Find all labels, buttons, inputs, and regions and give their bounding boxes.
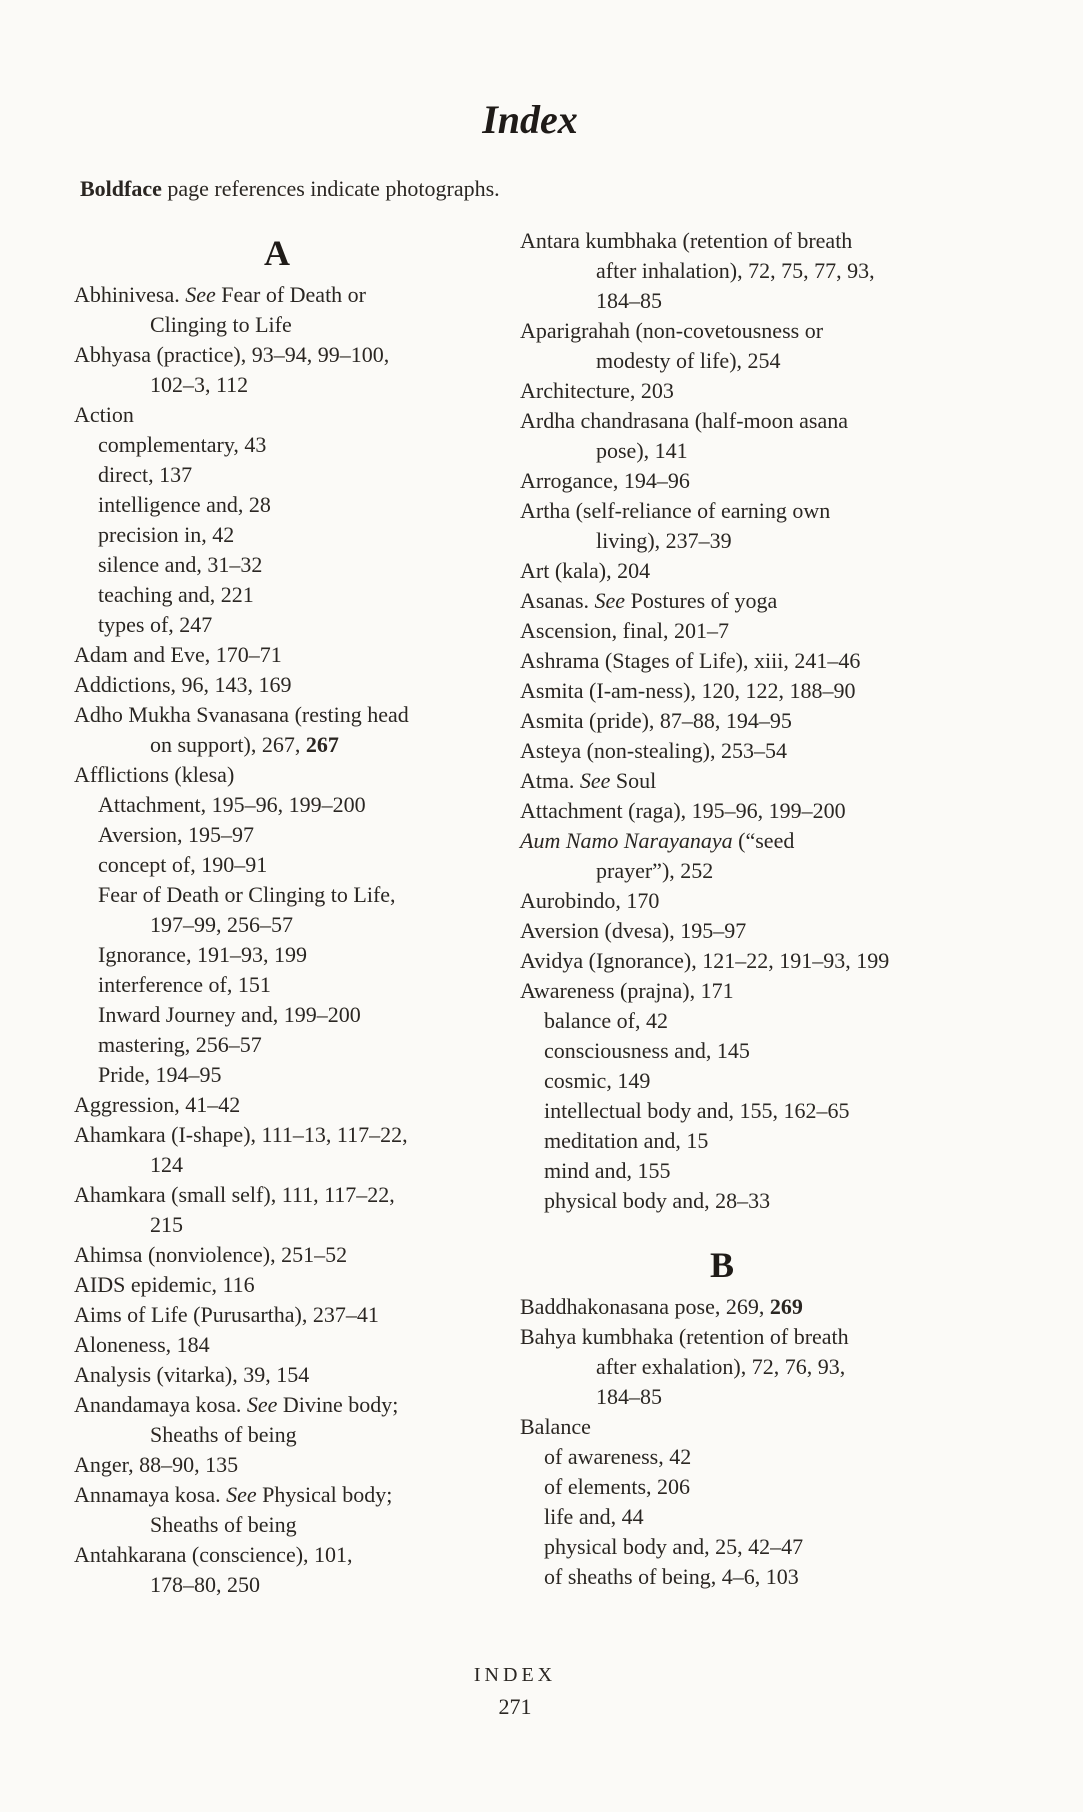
entry-text-a: Abhinivesa.	[74, 282, 186, 307]
entry-text-a: of elements, 206	[544, 1474, 691, 1499]
continuation-text: modesty of life), 254	[596, 348, 781, 373]
entry-text	[520, 978, 734, 1003]
index-entry	[74, 1270, 504, 1300]
index-subentry	[520, 1006, 990, 1036]
entry-continuation	[74, 1210, 504, 1240]
index-entry	[520, 796, 990, 826]
entry-text	[98, 1002, 361, 1027]
index-entry	[520, 706, 990, 736]
entry-text	[74, 1122, 408, 1147]
see-reference: See	[594, 588, 626, 613]
entry-text	[74, 672, 292, 697]
entry-text	[74, 1332, 210, 1357]
entry-continuation	[520, 526, 990, 556]
entry-text-a: Adho Mukha Svanasana (resting head	[74, 702, 409, 727]
index-entry	[520, 826, 990, 886]
see-reference: See	[226, 1482, 257, 1507]
index-subentry	[520, 1096, 990, 1126]
entry-text	[98, 822, 254, 847]
entry-text-a: balance of, 42	[544, 1008, 668, 1033]
entry-text	[520, 678, 855, 703]
index-subentry	[74, 880, 504, 940]
entry-text-a: life and, 44	[544, 1504, 644, 1529]
index-subentry	[74, 580, 504, 610]
entry-text-a: Baddhakonasana pose, 269,	[520, 1294, 770, 1319]
entry-text-a: AIDS epidemic, 116	[74, 1272, 255, 1297]
index-subentry	[74, 940, 504, 970]
index-subentry	[520, 1442, 990, 1472]
entry-text-a: meditation and, 15	[544, 1128, 709, 1153]
index-subentry	[74, 430, 504, 460]
entry-text-a: Aparigrahah (non-covetousness or	[520, 318, 824, 343]
entry-text	[520, 738, 787, 763]
left-column	[74, 226, 504, 1600]
entry-text-a: concept of, 190–91	[98, 852, 268, 877]
see-reference: See	[246, 1392, 278, 1417]
entry-text-a: Afflictions (klesa)	[74, 762, 235, 787]
index-entry	[74, 1480, 504, 1540]
entry-text-a: Avidya (Ignorance), 121–22, 191–93, 199	[520, 948, 890, 973]
entry-continuation	[74, 1570, 504, 1600]
entry-text-a: mastering, 256–57	[98, 1032, 262, 1057]
entry-text-b: Physical body;	[256, 1482, 393, 1507]
entry-text	[520, 618, 729, 643]
entry-text	[74, 1362, 309, 1387]
entry-text-a: Asmita (I-am-ness), 120, 122, 188–90	[520, 678, 856, 703]
entry-text-a: types of, 247	[98, 612, 213, 637]
entry-continuation	[520, 256, 990, 286]
entry-text-a: Aims of Life (Purusartha), 237–41	[74, 1302, 379, 1327]
entry-continuation	[74, 310, 504, 340]
entry-text-a: Ignorance, 191–93, 199	[98, 942, 307, 967]
entry-text	[98, 792, 366, 817]
entry-text	[98, 552, 262, 577]
index-entry	[74, 1540, 504, 1600]
entry-text	[74, 282, 366, 307]
entry-text-a: Aversion (dvesa), 195–97	[520, 918, 747, 943]
continuation-text: 215	[150, 1212, 183, 1237]
index-entry	[520, 976, 990, 1006]
entry-text-a: intellectual body and, 155, 162–65	[544, 1098, 850, 1123]
index-subentry	[520, 1562, 990, 1592]
page-title: Index	[482, 97, 578, 142]
entry-text-a: Asanas.	[520, 588, 595, 613]
index-entry	[520, 466, 990, 496]
index-entry	[74, 1330, 504, 1360]
index-subentry	[74, 790, 504, 820]
entry-text	[544, 1128, 708, 1153]
entry-text-a: Ahamkara (I-shape), 111–13, 117–22,	[74, 1122, 408, 1147]
entry-text	[74, 1542, 353, 1567]
entry-text	[520, 378, 674, 403]
entry-text	[520, 1414, 591, 1439]
continuation-text: living), 237–39	[596, 528, 732, 553]
entry-text	[74, 1392, 398, 1417]
entry-text-b: Divine body;	[277, 1392, 399, 1417]
entry-continuation: 184–85	[596, 288, 662, 313]
entry-text	[520, 918, 746, 943]
entry-continuation	[74, 370, 504, 400]
entry-text	[544, 1474, 690, 1499]
index-entry	[520, 316, 990, 376]
entry-text	[520, 888, 659, 913]
index-entry	[520, 946, 990, 976]
index-subentry	[520, 1502, 990, 1532]
index-entry	[520, 556, 990, 586]
index-entry	[74, 1360, 504, 1390]
entry-text-a: Abhyasa (practice), 93–94, 99–100,	[74, 342, 390, 367]
index-subentry	[520, 1532, 990, 1562]
entry-text-a: intelligence and, 28	[98, 492, 271, 517]
index-entry	[520, 616, 990, 646]
entry-text-a: Ardha chandrasana (half-moon asana	[520, 408, 849, 433]
entry-text-b: Fear of Death or	[215, 282, 367, 307]
entry-italic: Aum Namo Narayanaya	[520, 828, 733, 853]
entry-text-a: Adam and Eve, 170–71	[74, 642, 282, 667]
entry-text	[74, 1242, 347, 1267]
entry-text-a: Aurobindo, 170	[520, 888, 660, 913]
entry-text	[98, 942, 307, 967]
entry-continuation	[520, 346, 990, 376]
entry-text	[98, 882, 396, 907]
entry-text-a: silence and, 31–32	[98, 552, 263, 577]
entry-text-a: Pride, 194–95	[98, 1062, 222, 1087]
index-entry	[74, 1120, 504, 1180]
entry-text	[544, 1188, 770, 1213]
index-entry	[74, 280, 504, 340]
entry-text	[74, 1452, 238, 1477]
entry-text	[544, 1564, 799, 1589]
entry-continuation	[74, 1150, 504, 1180]
entry-text	[544, 1008, 668, 1033]
entry-text	[544, 1038, 750, 1063]
entry-text	[74, 1302, 379, 1327]
continuation-text: after exhalation), 72, 76, 93,	[596, 1354, 846, 1379]
entry-text	[544, 1444, 691, 1469]
entry-text	[74, 402, 134, 427]
entry-text-a: precision in, 42	[98, 522, 235, 547]
index-entry	[520, 406, 990, 466]
index-entry	[74, 1180, 504, 1240]
index-subentry	[520, 1126, 990, 1156]
entry-text-a: of awareness, 42	[544, 1444, 692, 1469]
entry-text-a: consciousness and, 145	[544, 1038, 750, 1063]
entry-text	[98, 462, 192, 487]
intro-note	[80, 176, 500, 202]
entry-text	[74, 1482, 392, 1507]
index-entry	[520, 586, 990, 616]
entry-text-a: cosmic, 149	[544, 1068, 651, 1093]
entry-text-a: complementary, 43	[98, 432, 267, 457]
entry-text	[544, 1068, 650, 1093]
index-entry	[74, 760, 504, 790]
entry-text	[520, 1324, 849, 1349]
entry-text-b: (“seed	[732, 828, 795, 853]
continuation-text: Sheaths of being	[150, 1512, 297, 1537]
index-subentry	[520, 1066, 990, 1096]
photo-page-ref: 267	[305, 732, 339, 757]
entry-text	[98, 972, 271, 997]
entry-text	[544, 1504, 644, 1529]
entry-text	[74, 762, 234, 787]
index-entry	[520, 496, 990, 556]
entry-text-a: Action	[74, 402, 134, 427]
entry-text	[98, 492, 271, 517]
index-entry	[520, 1322, 990, 1412]
entry-text-a: Attachment, 195–96, 199–200	[98, 792, 366, 817]
entry-text-a: Balance	[520, 1414, 591, 1439]
page-number: 271	[498, 1694, 532, 1719]
index-entry	[74, 1300, 504, 1330]
entry-continuation: 184–85	[596, 1384, 662, 1409]
entry-text-a: Art (kala), 204	[520, 558, 651, 583]
continuation-text: on support), 267,	[150, 732, 306, 757]
entry-text-a: Awareness (prajna), 171	[520, 978, 734, 1003]
entry-text	[520, 318, 823, 343]
entry-continuation	[520, 1352, 990, 1382]
entry-text-a: physical body and, 25, 42–47	[544, 1534, 804, 1559]
entry-text	[520, 468, 690, 493]
index-subentry	[74, 520, 504, 550]
continuation-text: 102–3, 112	[150, 372, 249, 397]
entry-text-a: Antahkarana (conscience), 101,	[74, 1542, 353, 1567]
entry-text	[98, 612, 212, 637]
section-letter-a: A	[264, 233, 290, 273]
entry-text-a: Addictions, 96, 143, 169	[74, 672, 292, 697]
entry-text-a: Arrogance, 194–96	[520, 468, 690, 493]
intro-bold: Boldface	[80, 176, 162, 201]
entry-text	[520, 828, 794, 853]
entry-text-a: Fear of Death or Clinging to Life,	[98, 882, 396, 907]
index-subentry	[74, 490, 504, 520]
entry-text	[544, 1098, 850, 1123]
entry-text-a: physical body and, 28–33	[544, 1188, 771, 1213]
index-subentry	[74, 970, 504, 1000]
index-subentry	[520, 1156, 990, 1186]
index-entry	[74, 400, 504, 430]
index-subentry	[520, 1186, 990, 1216]
continuation-text: Clinging to Life	[150, 312, 292, 337]
entry-text	[74, 1182, 395, 1207]
entry-text-b: Soul	[610, 768, 657, 793]
index-entry	[74, 670, 504, 700]
index-subentry	[520, 1036, 990, 1066]
entry-text	[74, 642, 282, 667]
entry-text-a: Asmita (pride), 87–88, 194–95	[520, 708, 792, 733]
continuation-text: prayer”), 252	[596, 858, 714, 883]
index-subentry	[74, 850, 504, 880]
index-subentry	[74, 460, 504, 490]
index-entry	[520, 736, 990, 766]
entry-text	[520, 708, 792, 733]
entry-text	[74, 1092, 240, 1117]
entry-text	[520, 768, 656, 793]
index-subentry	[74, 820, 504, 850]
entry-continuation	[520, 436, 990, 466]
entry-text-a: Ahimsa (nonviolence), 251–52	[74, 1242, 348, 1267]
entry-text-a: Ashrama (Stages of Life), xiii, 241–46	[520, 648, 861, 673]
entry-text	[520, 588, 777, 613]
entry-text-a: Attachment (raga), 195–96, 199–200	[520, 798, 846, 823]
entry-continuation	[520, 856, 990, 886]
entry-text	[98, 432, 266, 457]
entry-text-a: Aloneness, 184	[74, 1332, 210, 1357]
entry-text	[98, 522, 234, 547]
running-footer: INDEX	[473, 1664, 557, 1686]
index-entry	[74, 1090, 504, 1120]
entry-text-a: Ascension, final, 201–7	[520, 618, 729, 643]
index-entry	[520, 226, 990, 316]
see-reference: See	[185, 282, 216, 307]
entry-continuation	[74, 1510, 504, 1540]
entry-text	[98, 1062, 221, 1087]
index-subentry	[74, 1060, 504, 1090]
index-entry	[74, 640, 504, 670]
entry-text-a: Annamaya kosa.	[74, 1482, 227, 1507]
entry-text	[544, 1534, 803, 1559]
continuation-text: Sheaths of being	[150, 1422, 297, 1447]
entry-text	[98, 1032, 262, 1057]
entry-text-a: Asteya (non-stealing), 253–54	[520, 738, 787, 763]
index-entry	[520, 1412, 990, 1442]
index-entry	[520, 646, 990, 676]
index-subentry	[74, 550, 504, 580]
index-entry	[74, 1450, 504, 1480]
entry-text-a: Inward Journey and, 199–200	[98, 1002, 361, 1027]
entry-text-a: of sheaths of being, 4–6, 103	[544, 1564, 799, 1589]
entry-text	[98, 852, 267, 877]
section-letter-b: B	[710, 1245, 735, 1285]
photo-page-ref: 269	[769, 1294, 803, 1319]
index-entry	[520, 376, 990, 406]
entry-text-a: teaching and, 221	[98, 582, 254, 607]
index-entry	[520, 1292, 990, 1322]
entry-text-a: Architecture, 203	[520, 378, 674, 403]
entry-text	[520, 1294, 803, 1319]
entry-text	[520, 498, 830, 523]
entry-text	[98, 582, 254, 607]
entry-text-a: Bahya kumbhaka (retention of breath	[520, 1324, 849, 1349]
entry-text-a: interference of, 151	[98, 972, 271, 997]
continuation-text: 124	[150, 1152, 183, 1177]
continuation-text: after inhalation), 72, 75, 77, 93,	[596, 258, 875, 283]
entry-text-a: Aggression, 41–42	[74, 1092, 241, 1117]
entry-text	[520, 648, 860, 673]
index-entry	[520, 886, 990, 916]
index-entry	[74, 1240, 504, 1270]
entry-text-a: mind and, 155	[544, 1158, 671, 1183]
entry-text	[74, 342, 389, 367]
entry-text	[520, 408, 848, 433]
entry-text-a: Ahamkara (small self), 111, 117–22,	[74, 1182, 395, 1207]
entry-text-a: Analysis (vitarka), 39, 154	[74, 1362, 310, 1387]
index-entry	[520, 766, 990, 796]
intro-rest: page references indicate photographs.	[161, 176, 500, 201]
index-entry	[520, 916, 990, 946]
entry-text-a: Atma.	[520, 768, 580, 793]
index-entry	[74, 340, 504, 400]
index-entry	[520, 676, 990, 706]
see-reference: See	[579, 768, 611, 793]
index-subentry	[74, 1030, 504, 1060]
continuation-text: 178–80, 250	[150, 1572, 260, 1597]
entry-text-a: direct, 137	[98, 462, 193, 487]
index-entry	[74, 700, 504, 760]
entry-text	[74, 1272, 255, 1297]
index-subentry	[74, 1000, 504, 1030]
entry-continuation	[74, 1420, 504, 1450]
index-entry	[74, 1390, 504, 1450]
entry-continuation	[98, 910, 504, 940]
entry-text-a: Artha (self-reliance of earning own	[520, 498, 831, 523]
entry-text	[544, 1158, 671, 1183]
right-column	[520, 226, 990, 1592]
continuation-text: pose), 141	[596, 438, 688, 463]
index-subentry	[520, 1472, 990, 1502]
entry-text	[520, 948, 889, 973]
entry-text-a: Anandamaya kosa.	[74, 1392, 247, 1417]
entry-text	[520, 228, 852, 253]
entry-text-a: Anger, 88–90, 135	[74, 1452, 239, 1477]
index-subentry	[74, 610, 504, 640]
entry-continuation	[74, 730, 504, 760]
entry-text	[520, 798, 846, 823]
entry-text-a: Aversion, 195–97	[98, 822, 255, 847]
continuation-text: 197–99, 256–57	[150, 912, 293, 937]
entry-text	[520, 558, 650, 583]
entry-text-a: Antara kumbhaka (retention of breath	[520, 228, 853, 253]
entry-text	[74, 702, 409, 727]
entry-text-b: Postures of yoga	[625, 588, 778, 613]
